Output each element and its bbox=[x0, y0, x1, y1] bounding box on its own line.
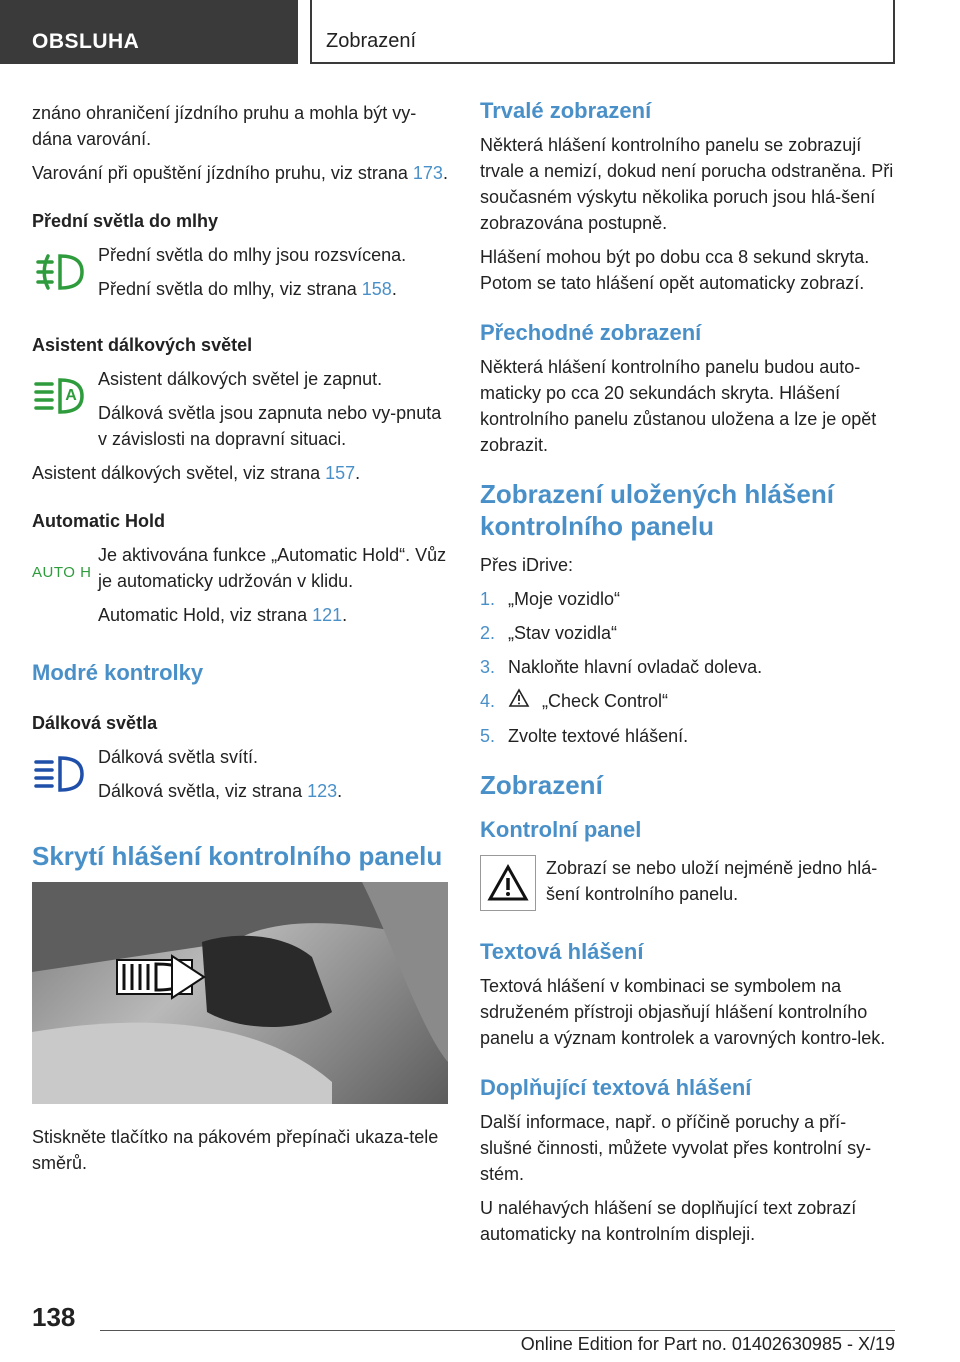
high-beam-heading: Dálková světla bbox=[32, 713, 158, 733]
page-link-173[interactable]: 173 bbox=[412, 163, 443, 183]
high-beam-entry bbox=[32, 744, 448, 812]
page-number: 138 bbox=[32, 1302, 76, 1332]
permanent-display-text: Některá hlášení kontrolního panelu se zobrazují trvale a nemizí, dokud není porucha odstraněna. Při současném výskytu několika poruch jsou hlá-šení zobrazována postupně. bbox=[480, 135, 894, 233]
permanent-display-heading: Trvalé zobrazení bbox=[480, 98, 652, 123]
high-beam-assist-icon bbox=[32, 366, 98, 426]
step-number: 1. bbox=[480, 589, 496, 609]
high-beam-assist-entry bbox=[32, 366, 448, 460]
permanent-display-hide-text: Hlášení mohou být po dobu cca 8 sekund skryta. Potom se tato hlášení opět automaticky zobrazí. bbox=[480, 247, 870, 293]
auto-hold-entry bbox=[32, 542, 448, 636]
step-item bbox=[480, 688, 896, 715]
step-text: Nakloňte hlavní ovladač doleva. bbox=[508, 657, 763, 677]
auto-hold-icon bbox=[32, 542, 98, 602]
hide-messages-heading: Skrytí hlášení kontrolního panelu bbox=[32, 841, 443, 871]
high-beam-assist-heading: Asistent dálkových světel bbox=[32, 335, 253, 355]
assist-ref: Asistent dálkových světel, viz strana 157. bbox=[32, 463, 361, 483]
page-link-121[interactable]: 121 bbox=[312, 605, 343, 625]
step-item bbox=[480, 586, 896, 612]
auto-hold-icon-label: AUTO H bbox=[32, 563, 92, 581]
blue-indicators-heading: Modré kontrolky bbox=[32, 660, 204, 685]
front-fog-light-icon bbox=[32, 242, 98, 302]
high-beam-status: Dálková světla svítí. bbox=[98, 747, 259, 767]
section-label: OBSLUHA bbox=[32, 30, 140, 53]
page-link-157[interactable]: 157 bbox=[325, 463, 356, 483]
step-text: „Stav vozidla“ bbox=[508, 623, 618, 643]
text-messages-heading: Textová hlášení bbox=[480, 939, 644, 964]
stored-messages-intro: Přes iDrive: bbox=[480, 555, 574, 575]
section-tab bbox=[0, 0, 298, 64]
right-column bbox=[480, 96, 896, 1255]
step-number: 5. bbox=[480, 726, 496, 746]
warning-triangle-icon bbox=[508, 688, 542, 715]
auto-hold-heading: Automatic Hold bbox=[32, 511, 165, 531]
step-number: 4. bbox=[480, 691, 496, 711]
chapter-title-text: Zobrazení bbox=[326, 30, 417, 52]
text-messages-text: Textová hlášení v kombinaci se symbolem na sdruženém přístroji objasňují hlášení kontrolního panelu a význam kontrolek a varovných kontro-lek. bbox=[480, 976, 886, 1048]
edition-footer: Online Edition for Part no. 01402630985 - X/19 bbox=[520, 1334, 895, 1354]
fog-lights-ref: Přední světla do mlhy, viz strana 158. bbox=[98, 279, 397, 299]
ref-text: Asistent dálkových světel, viz strana bbox=[32, 463, 326, 483]
ref-text: Varování při opuštění jízdního pruhu, viz strana bbox=[32, 163, 413, 183]
page-link-123[interactable]: 123 bbox=[307, 781, 338, 801]
auto-hold-ref: Automatic Hold, viz strana 121. bbox=[98, 605, 348, 625]
page-link-158[interactable]: 158 bbox=[361, 279, 392, 299]
fog-lights-status: Přední světla do mlhy jsou rozsvícena. bbox=[98, 245, 407, 265]
fog-lights-entry bbox=[32, 242, 448, 310]
chapter-title bbox=[310, 0, 895, 64]
step-item bbox=[480, 723, 896, 749]
turn-signal-lever-photo bbox=[32, 882, 448, 1104]
check-control-warning-icon bbox=[480, 855, 536, 911]
transient-display-heading: Přechodné zobrazení bbox=[480, 320, 702, 345]
step-number: 3. bbox=[480, 657, 496, 677]
fog-lights-heading: Přední světla do mlhy bbox=[32, 211, 219, 231]
svg-text:A: A bbox=[65, 387, 77, 404]
stored-messages-heading: Zobrazení uložených hlášení kontrolního panelu bbox=[480, 479, 834, 541]
additional-messages-text: Další informace, např. o příčině poruchy a pří-slušné činnosti, můžete vyvolat přes kontrolní sy-stém. bbox=[480, 1112, 872, 1184]
intro-paragraph: znáno ohraničení jízdního pruhu a mohla být vy-dána varování. bbox=[32, 103, 417, 149]
step-item bbox=[480, 654, 896, 680]
control-panel-text: Zobrazí se nebo uloží nejméně jedno hlá-šení kontrolního panelu. bbox=[546, 858, 878, 904]
control-panel-entry bbox=[480, 855, 896, 915]
step-text: Zvolte textové hlášení. bbox=[508, 726, 689, 746]
hide-messages-caption: Stiskněte tlačítko na pákovém přepínači ukaza-tele směrů. bbox=[32, 1127, 439, 1173]
high-beam-ref: Dálková světla, viz strana 123. bbox=[98, 781, 343, 801]
transient-display-text: Některá hlášení kontrolního panelu budou auto-maticky po cca 20 sekundách skryta. Hlášení kontrolního panelu zůstanou uložena a lze je opět zobrazit. bbox=[480, 357, 877, 455]
auto-hold-status: Je aktivována funkce „Automatic Hold“. Vůz je automaticky udržován v klidu. bbox=[98, 545, 447, 591]
ref-text: Přední světla do mlhy, viz strana bbox=[98, 279, 362, 299]
left-column bbox=[32, 100, 448, 1184]
step-number: 2. bbox=[480, 623, 496, 643]
display-heading: Zobrazení bbox=[480, 770, 603, 800]
footer-divider bbox=[100, 1330, 895, 1331]
ref-text: Automatic Hold, viz strana bbox=[98, 605, 313, 625]
assist-status: Asistent dálkových světel je zapnut. bbox=[98, 369, 383, 389]
control-panel-heading: Kontrolní panel bbox=[480, 817, 642, 842]
step-text: „Check Control“ bbox=[542, 691, 669, 711]
ref-text: Dálková světla, viz strana bbox=[98, 781, 308, 801]
stored-messages-steps bbox=[480, 586, 896, 749]
step-item bbox=[480, 620, 896, 646]
urgent-messages-text: U naléhavých hlášení se doplňující text zobrazí automaticky na kontrolním displeji. bbox=[480, 1198, 857, 1244]
lane-warning-ref: Varování při opuštění jízdního pruhu, viz strana 173. bbox=[32, 163, 448, 183]
assist-detail: Dálková světla jsou zapnuta nebo vy-pnuta v závislosti na dopravní situaci. bbox=[98, 403, 442, 449]
step-text: „Moje vozidlo“ bbox=[508, 589, 621, 609]
high-beam-icon bbox=[32, 744, 98, 804]
additional-messages-heading: Doplňující textová hlášení bbox=[480, 1075, 752, 1100]
